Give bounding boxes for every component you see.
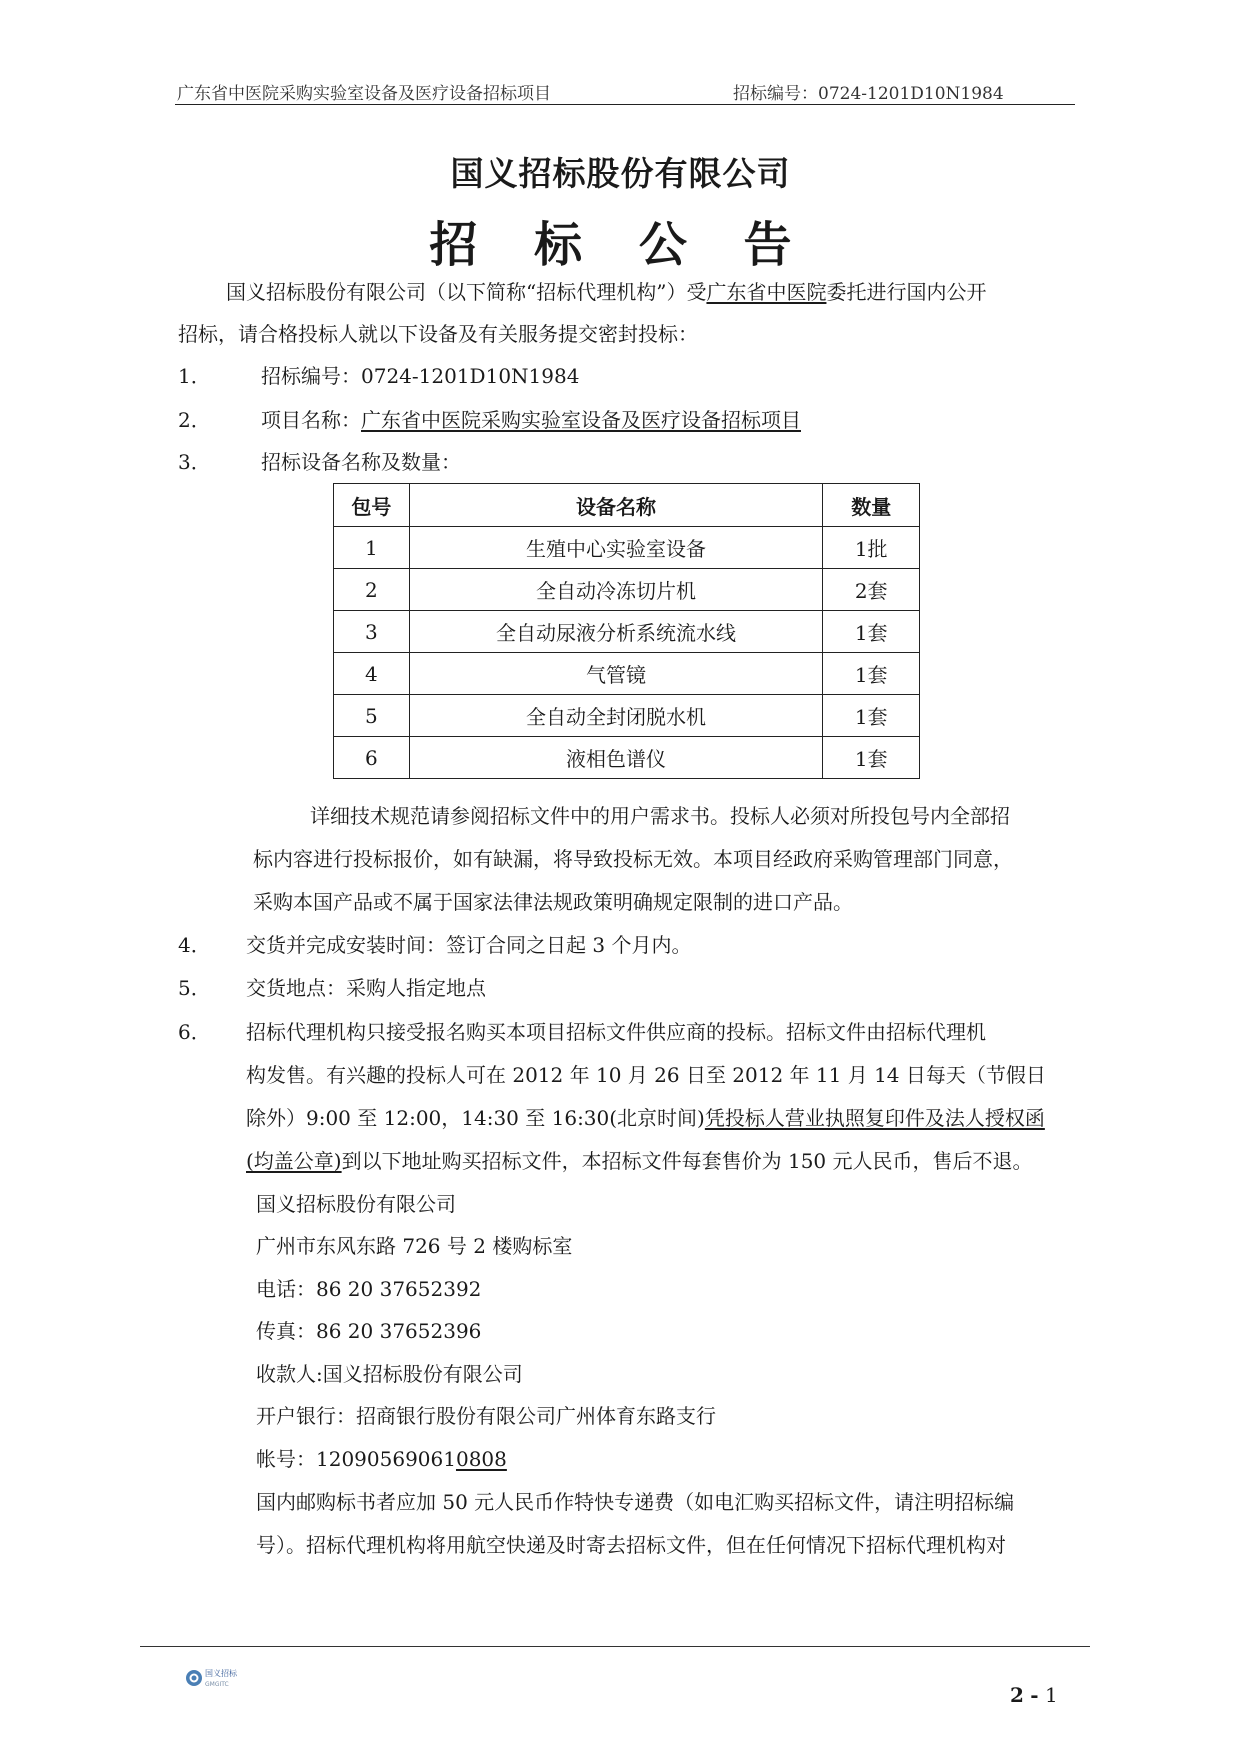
header-equipment-name: 设备名称 [409,484,823,527]
contact-payee: 收款人:国义招标股份有限公司 [256,1362,523,1386]
table-row [334,611,920,653]
company-logo [185,1665,247,1689]
table-row [334,695,920,737]
item-5-text: 交货地点：采购人指定地点 [246,976,486,1000]
company-title: 国义招标股份有限公司 [450,154,791,193]
logo-text: 国义招标 [205,1669,237,1678]
item-1-label: 招标编号： [261,364,361,388]
cell-equipment-name: 生殖中心实验室设备 [409,527,823,569]
spec-note-line-1: 详细技术规范请参阅招标文件中的用户需求书。投标人必须对所投包号内全部招 [310,804,1010,828]
item-6-line-4b: 到以下地址购买招标文件，本招标文件每套售价为 150 元人民币，售后不退。 [341,1149,1033,1173]
item-1-text [261,360,579,389]
mail-note-line-1: 国内邮购标书者应加 50 元人民币作特快专递费（如电汇购买招标文件，请注明招标编 [256,1490,1015,1514]
header-quantity: 数量 [823,484,920,527]
cell-equipment-name: 全自动尿液分析系统流水线 [409,611,823,653]
intro-client: 广东省中医院 [706,280,827,304]
contact-bank: 开户银行：招商银行股份有限公司广州体育东路支行 [256,1404,716,1428]
header-project: 广东省中医院采购实验室设备及医疗设备招标项目 [177,84,551,104]
table-header-row [334,484,920,527]
intro-line-1 [226,276,986,305]
table-row [334,653,920,695]
table-row [334,527,920,569]
header-number [733,79,1004,104]
item-2-text [261,404,801,433]
item-6-num: 6． [178,1020,211,1044]
item-3-label: 招标设备名称及数量： [261,450,461,474]
cell-package-no: 2 [334,569,410,611]
contact-account [256,1443,507,1472]
item-5-num: 5． [178,976,211,1000]
item-4-num: 4． [178,933,211,957]
item-2-value: 广东省中医院采购实验室设备及医疗设备招标项目 [361,408,801,432]
contact-account-b: 0808 [455,1447,507,1471]
cell-equipment-name: 全自动全封闭脱水机 [409,695,823,737]
cell-package-no: 4 [334,653,410,695]
page-number [1010,1683,1058,1707]
cell-quantity: 1套 [823,653,920,695]
contact-fax: 传真：86 20 37652396 [256,1319,482,1343]
logo-subtext: GMGITC [205,1681,229,1688]
item-2-label: 项目名称： [261,408,361,432]
cell-package-no: 5 [334,695,410,737]
equipment-table [333,483,920,779]
contact-company: 国义招标股份有限公司 [256,1192,456,1216]
cell-package-no: 1 [334,527,410,569]
spec-note-line-3: 采购本国产品或不属于国家法律法规政策明确规定限制的进口产品。 [253,890,853,914]
table-row [334,737,920,779]
notice-title: 招 标 公 告 [429,217,812,273]
intro-line-2: 招标，请合格投标人就以下设备及有关服务提交密封投标： [178,322,698,346]
cell-quantity: 1套 [823,695,920,737]
header-rule [175,104,1075,105]
cell-quantity: 1批 [823,527,920,569]
page-number-minor: 1 [1044,1683,1058,1707]
header-number-value: 0724-1201D10N1984 [818,84,1004,104]
contact-account-a: 帐号：12090569061 [256,1447,456,1471]
cell-quantity: 1套 [823,611,920,653]
item-4-text: 交货并完成安装时间：签订合同之日起 3 个月内。 [246,933,692,957]
cell-quantity: 1套 [823,737,920,779]
intro-part1: 国义招标股份有限公司（以下简称“招标代理机构”）受 [226,280,707,304]
cell-equipment-name: 气管镜 [409,653,823,695]
item-1-value: 0724-1201D10N1984 [361,364,580,388]
page-number-major: 2 [1010,1683,1024,1707]
cell-package-no: 6 [334,737,410,779]
cell-quantity: 2套 [823,569,920,611]
item-6-line-3 [246,1102,1045,1131]
item-6-line-4a: (均盖公章) [246,1149,342,1173]
cell-equipment-name: 液相色谱仪 [409,737,823,779]
item-6-line-4 [246,1145,1033,1174]
item-6-line-3a: 除外）9:00 至 12:00，14:30 至 16:30(北京时间) [246,1106,705,1130]
header-package-no: 包号 [334,484,410,527]
item-6-line-2: 构发售。有兴趣的投标人可在 2012 年 10 月 26 日至 2012 年 11 月 14 日每天（节假日 [246,1063,1046,1087]
intro-part2: 委托进行国内公开 [826,280,987,304]
table-row [334,569,920,611]
contact-phone: 电话：86 20 37652392 [256,1277,482,1301]
item-6-line-3b: 凭投标人营业执照复印件及法人授权函 [704,1106,1045,1130]
mail-note-line-2: 号）。招标代理机构将用航空快递及时寄去招标文件，但在任何情况下招标代理机构对 [256,1533,1006,1557]
footer-rule [140,1646,1090,1647]
spec-note-line-2: 标内容进行投标报价，如有缺漏，将导致投标无效。本项目经政府采购管理部门同意， [253,847,1013,871]
cell-equipment-name: 全自动冷冻切片机 [409,569,823,611]
page-number-sep: - [1030,1683,1039,1707]
header-number-label: 招标编号： [733,84,818,104]
item-2-num: 2． [178,408,211,432]
cell-package-no: 3 [334,611,410,653]
item-3-num: 3． [178,450,211,474]
item-6-line-1: 招标代理机构只接受报名购买本项目招标文件供应商的投标。招标文件由招标代理机 [246,1020,986,1044]
item-1-num: 1． [178,364,211,388]
contact-address: 广州市东风东路 726 号 2 楼购标室 [256,1234,573,1258]
logo-icon [185,1665,247,1691]
